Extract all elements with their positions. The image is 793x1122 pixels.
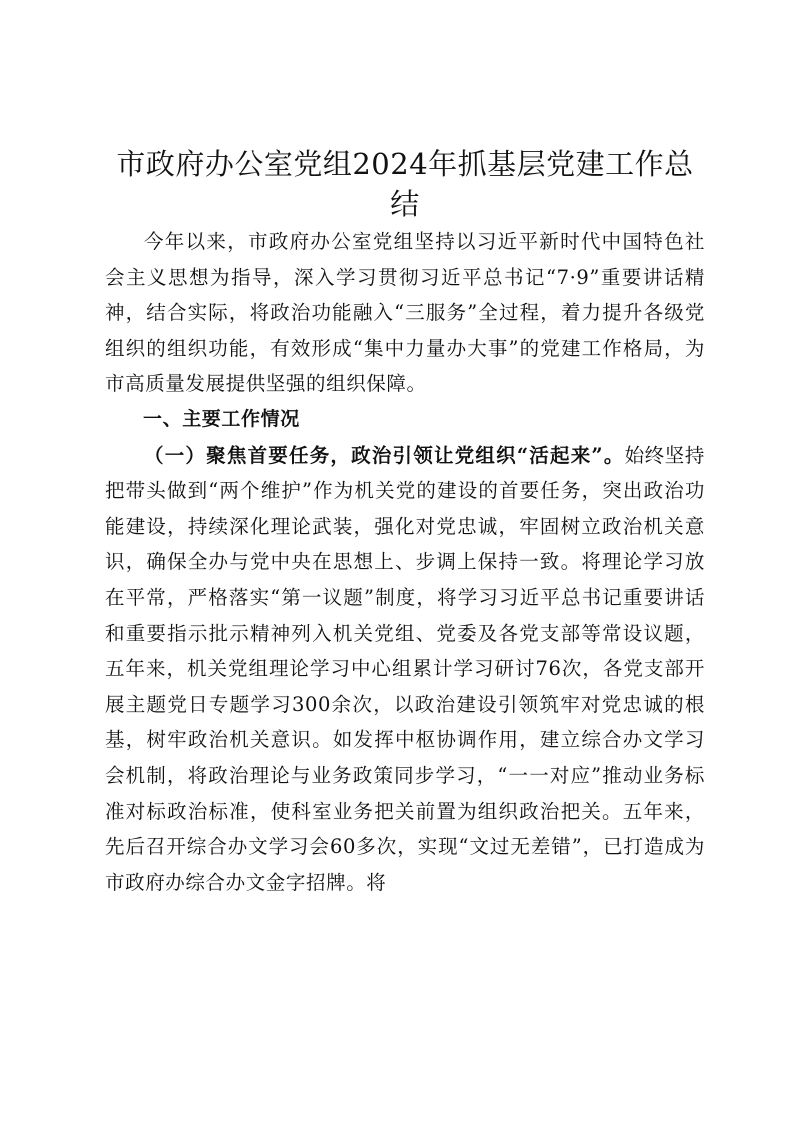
document-body xyxy=(105,224,705,900)
document-title: 市政府办公室党组2024年抓基层党建工作总结 xyxy=(116,147,694,221)
subsection-heading-1: （一）聚焦首要任务，政治引领让党组织“活起来”。 xyxy=(144,443,625,467)
subsection-text-1: 始终坚持把带头做到“两个维护”作为机关党的建设的首要任务，突出政治功能建设，持续深化理论武装，强化对党忠诚，牢固树立政治机关意识，确保全办与党中央在思想上、步调上保持一致。将理论学习放在平常，严格落实“第一议题”制度，将学习习近平总书记重要讲话和重要指示批示精神列入机关党组、党委及各党支部等常设议题，五年来，机关党组理论学习中心组累计学习研讨76次，各党支部开展主题党日专题学习300余次，以政治建设引领筑牢对党忠诚的根基，树牢政治机关意识。如发挥中枢协调作用，建立综合办文学习会机制，将政治理论与业务政策同步学习，“一一对应”推动业务标准对标政治标准，使科室业务把关前置为组织政治把关。五年来，先后召开综合办文学习会60多次，实现“文过无差错”，已打造成为市政府办综合办文金字招牌。将 xyxy=(105,443,706,894)
intro-paragraph: 今年以来，市政府办公室党组坚持以习近平新时代中国特色社会主义思想为指导，深入学习贯彻习近平总书记“7·9”重要讲话精神，结合实际，将政治功能融入“三服务”全过程，着力提升各级党组织的组织功能，有效形成“集中力量办大事”的党建工作格局，为市高质量发展提供坚强的组织保障。 xyxy=(105,230,705,396)
section-heading-main-work: 一、主要工作情况 xyxy=(143,407,300,430)
subsection-paragraph-1 xyxy=(105,438,705,901)
